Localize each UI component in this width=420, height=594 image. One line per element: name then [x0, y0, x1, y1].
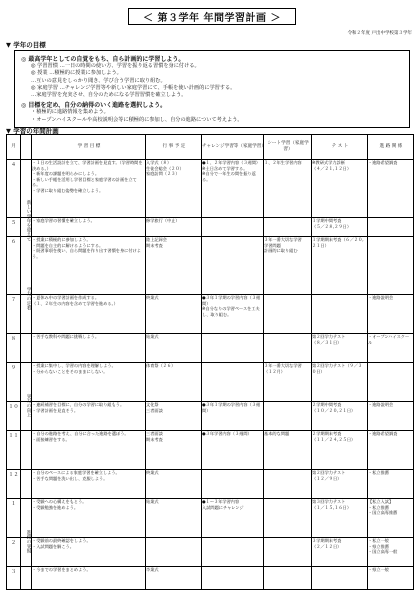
row-goal: ・連続補習を目標に、自分の学習に取り組もう。 ・学習計画を見直そう。	[32, 402, 125, 413]
goal-1: ◎ 最高学年としての自覚をもち、自ら計画的に学習しよう。	[21, 56, 185, 63]
row-chal: ●３年学習内容（３週間）	[202, 431, 252, 436]
row-sheet	[264, 402, 310, 429]
goal-2: ◎ 目標を定め、自分の納得のいく進路を選択しよう。	[21, 102, 167, 110]
row-month: ３	[10, 569, 16, 575]
row-event: 卒業式	[146, 567, 159, 572]
row-month: ８	[10, 336, 16, 342]
row-path: ・県立一般	[368, 567, 389, 572]
row-sheet: ３年一番大切な学習 （１２月）	[264, 363, 302, 374]
row-month: ７	[10, 297, 16, 303]
row-test: ２学期中間考査 （１０／２０,２１日）	[312, 402, 356, 413]
row-event	[146, 538, 200, 565]
row-test: ※教研式学力診断 （４／２１,１２日）	[312, 160, 352, 171]
row-test: 第２回学力テスト （８／３１日）	[312, 334, 346, 345]
row-chal	[202, 567, 262, 584]
header-career: 進 路 関 係	[367, 135, 414, 159]
row-path: ・進路説明会	[368, 402, 394, 407]
table-header	[7, 135, 413, 160]
header-goal: 学 習 目 標	[31, 135, 146, 159]
row-month: ９	[10, 365, 16, 371]
row-unit-label: 新しい学年を迎えて	[26, 200, 31, 242]
row-path: ・オープンハイスクール	[368, 334, 410, 345]
row-event: 終業式	[146, 470, 159, 475]
row-path	[368, 218, 412, 235]
row-goal: ・１日の生活設計を立て、学習計画を見直す。（学習時間を決める。） ・新年度の課題を明らかにしよう。 ・新しい手帳を活用し学習目標と家庭学習の計画を立てる。 ・学習に取り組む姿勢を確立しよう。	[32, 160, 143, 193]
row-unit-label: 学力の定着	[26, 286, 31, 310]
row-path: ・進路説明会	[368, 295, 394, 300]
row-chal: ●３年１学期の学習内容（３週間）	[202, 402, 261, 413]
row-goal: ・受験への心構えをもとう。 ・受験勉強を進めよう。	[32, 499, 87, 510]
row-sheet: １、２年生学習内容	[264, 160, 302, 165]
row-event: 始業式	[146, 334, 159, 339]
row-sheet	[264, 470, 310, 497]
goal-1-sub-2: …互いの意見をしっかり聞き、学び合う学習に取り組む。	[31, 77, 166, 84]
row-goal: ・夏休み中の学習計画を作成する。 （１、２年生の内容を含めて学習を進める。）	[32, 295, 118, 306]
row-month: ２	[10, 540, 16, 546]
header-month: 月	[11, 144, 16, 149]
row-month: ４	[10, 162, 16, 168]
row-test: 第２回学力テスト （１２／９日）	[312, 470, 346, 481]
goal-1-sub-3: ◎ 家庭学習 …チャレンジ学習等や新しい家庭学習にて、手帳を使い計画的に学習する。	[31, 84, 236, 91]
row-path: ・私立推薦	[368, 470, 389, 475]
row-unit-label: 進路の実現	[26, 529, 31, 553]
row-chal: ●１～３年学習内容 入試問題にチャレンジ	[202, 499, 244, 510]
row-test: ２学期期末考査 （１１／２４,２５日）	[312, 431, 356, 442]
row-test: ３学期期末考査 （２／１２日）	[312, 538, 342, 549]
row-chal	[202, 363, 262, 400]
row-test	[312, 567, 366, 584]
row-path: ・進路希望調査	[368, 431, 398, 436]
row-sheet	[264, 218, 310, 235]
row-sheet	[264, 295, 310, 332]
row-sheet: ３年一番大切な学習 学習問題 計画的に取り組む	[264, 237, 302, 254]
row-chal: ●１、２年学習内容（３週間） ※土日含めて学習する。 ※自分で一年生の間を振り返る。	[202, 160, 261, 182]
row-month: ５	[10, 220, 16, 226]
row-sheet	[264, 538, 310, 565]
row-event: 修学旅行（中止）	[146, 218, 180, 223]
row-goal: ・自分のペースによる家庭学習を確立しよう。 ・苦手な問題を洗い出し、克服しよう。	[32, 470, 120, 481]
row-chal	[202, 218, 262, 235]
row-month: １	[10, 501, 16, 507]
row-goal: ・受験前の最終確認をしよう。 ・入試問題を解こう。	[32, 538, 91, 549]
row-path: ・私立一般 ・県立推薦 ・国立高専一般	[368, 538, 398, 555]
row-goal: ・今までの学習をまとめよう。	[32, 567, 91, 572]
header-events: 行 事 予 定	[145, 135, 202, 159]
row-path	[368, 237, 412, 293]
row-goal: ・苦手な教科や問題に挑戦しよう。	[32, 334, 100, 339]
row-sheet	[264, 334, 310, 361]
row-chal: ●３年１学期の学習内容（３週間） ※自分なりの学習ペースを工夫し、取り組む。	[202, 295, 261, 317]
row-chal	[202, 237, 262, 293]
goals-box	[14, 50, 410, 128]
row-chal	[202, 470, 262, 497]
header-challenge: チャレンジ学習等（家庭学習）	[201, 135, 264, 159]
row-event: 体育祭（２６）	[146, 363, 176, 368]
row-test: １学期期末考査（６／２０,２１日）	[312, 237, 364, 248]
goal-1-sub-0: ◎ 学習習慣 …一日の時間の使い方、学習を振り返る習慣を身に付ける。	[31, 63, 200, 70]
row-test	[312, 295, 366, 332]
row-month: １１	[8, 433, 19, 439]
school-name: 令和２年度 戸出中学校第３学年	[347, 31, 412, 36]
goal-1-sub-4: …家庭学習を充実させ、自分のためになる学習習慣を確立しよう。	[31, 92, 187, 99]
row-event: 文化祭 三者面談	[146, 402, 163, 413]
row-month: １２	[8, 472, 19, 478]
row-event: 終業式	[146, 295, 159, 300]
row-event: 始業式	[146, 499, 159, 504]
row-goal: ・授業に集中し、学習の内容を理解しよう。 ・分からないことをそのままにしない。	[32, 363, 116, 374]
goal-1-sub-1: ◎ 授業 …積極的に授業に参加しよう。	[31, 70, 122, 77]
section-yearly-plan: ▼ 学習の年間計画	[6, 127, 59, 135]
plan-table	[6, 134, 414, 590]
row-sheet	[264, 499, 310, 536]
row-sheet: 基本的な問題	[264, 431, 290, 436]
row-test: 第３回学力テスト （１／１５,１６日）	[312, 499, 352, 510]
row-chal	[202, 334, 262, 361]
row-month: ６	[10, 239, 16, 245]
row-goal: ・家庭学習の習慣を確立しよう。	[32, 218, 95, 223]
row-month: １０	[8, 404, 19, 410]
goal-2-sub-1: ・オープンハイスクールや高校説明会等に積極的に参加し、自分の進路について考えよう。	[31, 116, 243, 123]
row-event: 入学式（８） 生徒会総会（２０） 家庭訪問（２３）	[146, 160, 184, 177]
row-sheet	[264, 567, 310, 584]
row-test: 第２回学力テスト（９／３０日）	[312, 363, 363, 374]
row-event: 陸上記録会 期末考査	[146, 237, 167, 248]
row-path	[368, 363, 412, 400]
row-event: 三者面談 期末考査	[146, 431, 163, 442]
row-goal: ・自分の進路を考え、自分に合った進路を選ぼう。 ・面接練習をする。	[32, 431, 129, 442]
goal-2-sub-0: ・積極的に進路情報を集めよう。	[31, 109, 109, 116]
row-path: ・進路希望調査	[368, 160, 398, 165]
page-title: ＜ 第３学年 年間学習計画 ＞	[128, 8, 296, 25]
header-sheet: シート学習（家庭学習）	[263, 135, 312, 159]
section-grade-goals: ▼ 学年の目標	[6, 41, 46, 49]
row-path: 【私立入試】 ・私立推薦 ・国立高専推薦	[368, 499, 398, 516]
row-goal: ・授業に積極的に参加しよう。 ・問題を自主的に解けるようにする。 ・既習事項を使い、自ら問題を作り出す習慣を身に付けよう。	[32, 237, 141, 259]
row-chal	[202, 538, 262, 565]
row-unit-label: 実力の向上	[26, 393, 31, 417]
header-tests: テ ス ト	[311, 135, 368, 159]
row-test: １学期中間考査 （５／２８,２９日）	[312, 218, 352, 229]
